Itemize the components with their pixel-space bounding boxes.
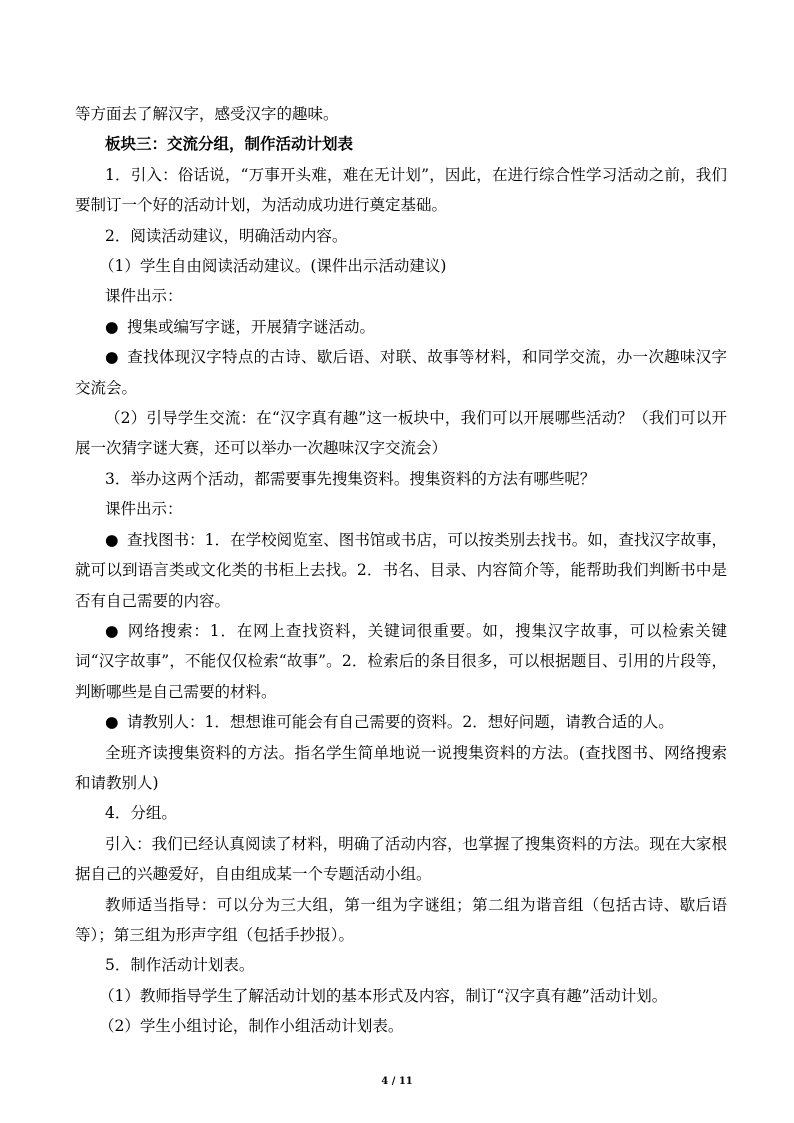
paragraph: （2）引导学生交流：在“汉字真有趣”这一板块中，我们可以开展哪些活动？（我们可以开展一次猜字谜大赛，还可以举办一次趣味汉字交流会） <box>75 409 727 458</box>
paragraph: 引入：我们已经认真阅读了材料，明确了活动内容，也掌握了搜集资料的方法。现在大家根据自己的兴趣爱好，自由组成某一个专题活动小组。 <box>75 834 727 884</box>
paragraph: （1）教师指导学生了解活动计划的基本形式及内容，制订“汉字真有趣”活动计划。 <box>99 986 668 1005</box>
paragraph: 1．引入：俗话说，“万事开头难，难在无计划”，因此，在进行综合性学习活动之前，我们要制订一个好的活动计划，为活动成功进行奠定基础。 <box>75 165 727 215</box>
bullet-text: 查找体现汉字特点的古诗、歇后语、对联、故事等材料，和同学交流，办一次趣味汉字交流会。 <box>75 348 727 397</box>
paragraph: 课件出示： <box>105 287 183 306</box>
bullet-text: 请教别人：1．想想谁可能会有自己需要的资料。2．想好问题，请教合适的人。 <box>127 713 674 732</box>
bullet-item <box>75 616 727 707</box>
bullet-text: 网络搜索：1．在网上查找资料，关键词很重要。如，搜集汉字故事，可以检索关键词“汉字故事”，不能仅仅检索“故事”。2．检索后的条目很多，可以根据题目、引用的片段等，判断哪些是自己需要的材料。 <box>75 621 727 701</box>
paragraph: 5．制作活动计划表。 <box>105 956 255 975</box>
bullet-icon: ● <box>105 317 119 336</box>
paragraph: （1）学生自由阅读活动建议。(课件出示活动建议) <box>99 257 447 276</box>
section-heading: 板块三：交流分组，制作活动计划表 <box>105 134 354 154</box>
bullet-icon: ● <box>105 713 119 732</box>
document-body <box>75 99 727 1042</box>
bullet-text: 搜集或编写字谜，开展猜字谜活动。 <box>127 317 376 336</box>
paragraph: 3．举办这两个活动，都需要事先搜集资料。搜集资料的方法有哪些呢？ <box>105 469 596 488</box>
page-number: 4 / 11 <box>381 1076 413 1087</box>
paragraph: 全班齐读搜集资料的方法。指名学生简单地说一说搜集资料的方法。(查找图书、网络搜索和请教别人) <box>75 743 727 792</box>
bullet-icon: ● <box>105 530 119 549</box>
bullet-item <box>75 525 727 616</box>
paragraph: 4．分组。 <box>105 804 177 823</box>
bullet-item <box>75 707 727 737</box>
paragraph: 2．阅读活动建议，明确活动内容。 <box>105 226 348 245</box>
paragraph: 课件出示： <box>105 500 183 519</box>
bullet-icon: ● <box>105 348 119 367</box>
bullet-text: 查找图书：1．在学校阅览室、图书馆或书店，可以按类别去找书。如，查找汉字故事，就可以到语言类或文化类的书柜上去找。2．书名、目录、内容简介等，能帮助我们判断书中是否有自己需要的内容。 <box>75 530 727 610</box>
bullet-item <box>75 342 727 403</box>
paragraph: 教师适当指导：可以分为三大组，第一组为字谜组；第二组为谐音组（包括古诗、歇后语等）；第三组为形声字组（包括手抄报）。 <box>75 895 727 944</box>
paragraph: 等方面去了解汉字，感受汉字的趣味。 <box>75 105 339 123</box>
bullet-item <box>75 312 727 342</box>
paragraph: （2）学生小组讨论，制作小组活动计划表。 <box>99 1017 404 1036</box>
bullet-icon: ● <box>105 621 119 640</box>
